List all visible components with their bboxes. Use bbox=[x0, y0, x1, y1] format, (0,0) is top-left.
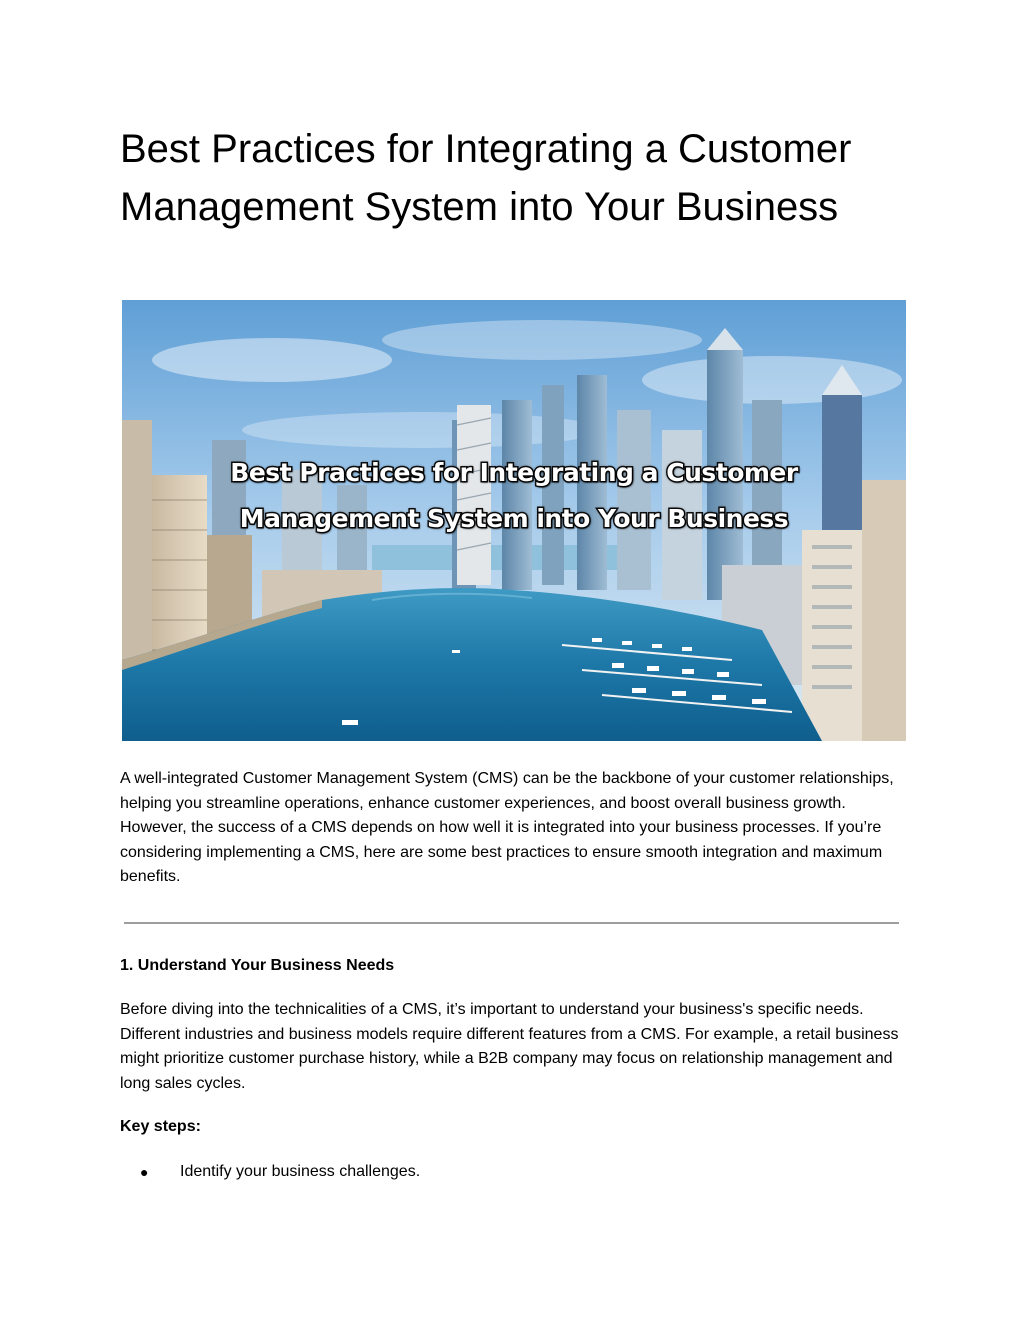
list-item-text: Identify your business challenges. bbox=[180, 1163, 421, 1180]
bullet-icon: ● bbox=[140, 1164, 149, 1180]
section-heading: 1. Understand Your Business Needs bbox=[120, 957, 395, 974]
page-title: Best Practices for Integrating a Customer Management System into Your Business bbox=[120, 127, 852, 229]
key-steps-list bbox=[120, 1160, 910, 1184]
horizontal-divider bbox=[124, 922, 899, 924]
intro-paragraph: A well-integrated Customer Management System (CMS) can be the backbone of your customer relationships, helping you streamline operations, enhance customer experiences, and boost overall business growth. However, the success of a CMS depends on how well it is integrated into your business processes. If you’re considering implementing a CMS, here are some best practices to ensure smooth integration and maximum benefits. bbox=[120, 770, 894, 885]
hero-caption-line1: Best Practices for Integrating a Customer bbox=[230, 458, 798, 487]
list-item bbox=[120, 1160, 910, 1184]
hero-caption-line2: Management System into Your Business bbox=[239, 504, 789, 533]
hero-image bbox=[122, 300, 906, 741]
hero-caption bbox=[122, 450, 906, 542]
section-body-paragraph: Before diving into the technicalities of a CMS, it’s important to understand your business's specific needs. Different industries and business models require different features from a CMS. For example, a retail business might prioritize customer purchase history, while a B2B company may focus on relationship management and long sales cycles. bbox=[120, 1001, 899, 1092]
key-steps-label: Key steps: bbox=[120, 1118, 201, 1135]
